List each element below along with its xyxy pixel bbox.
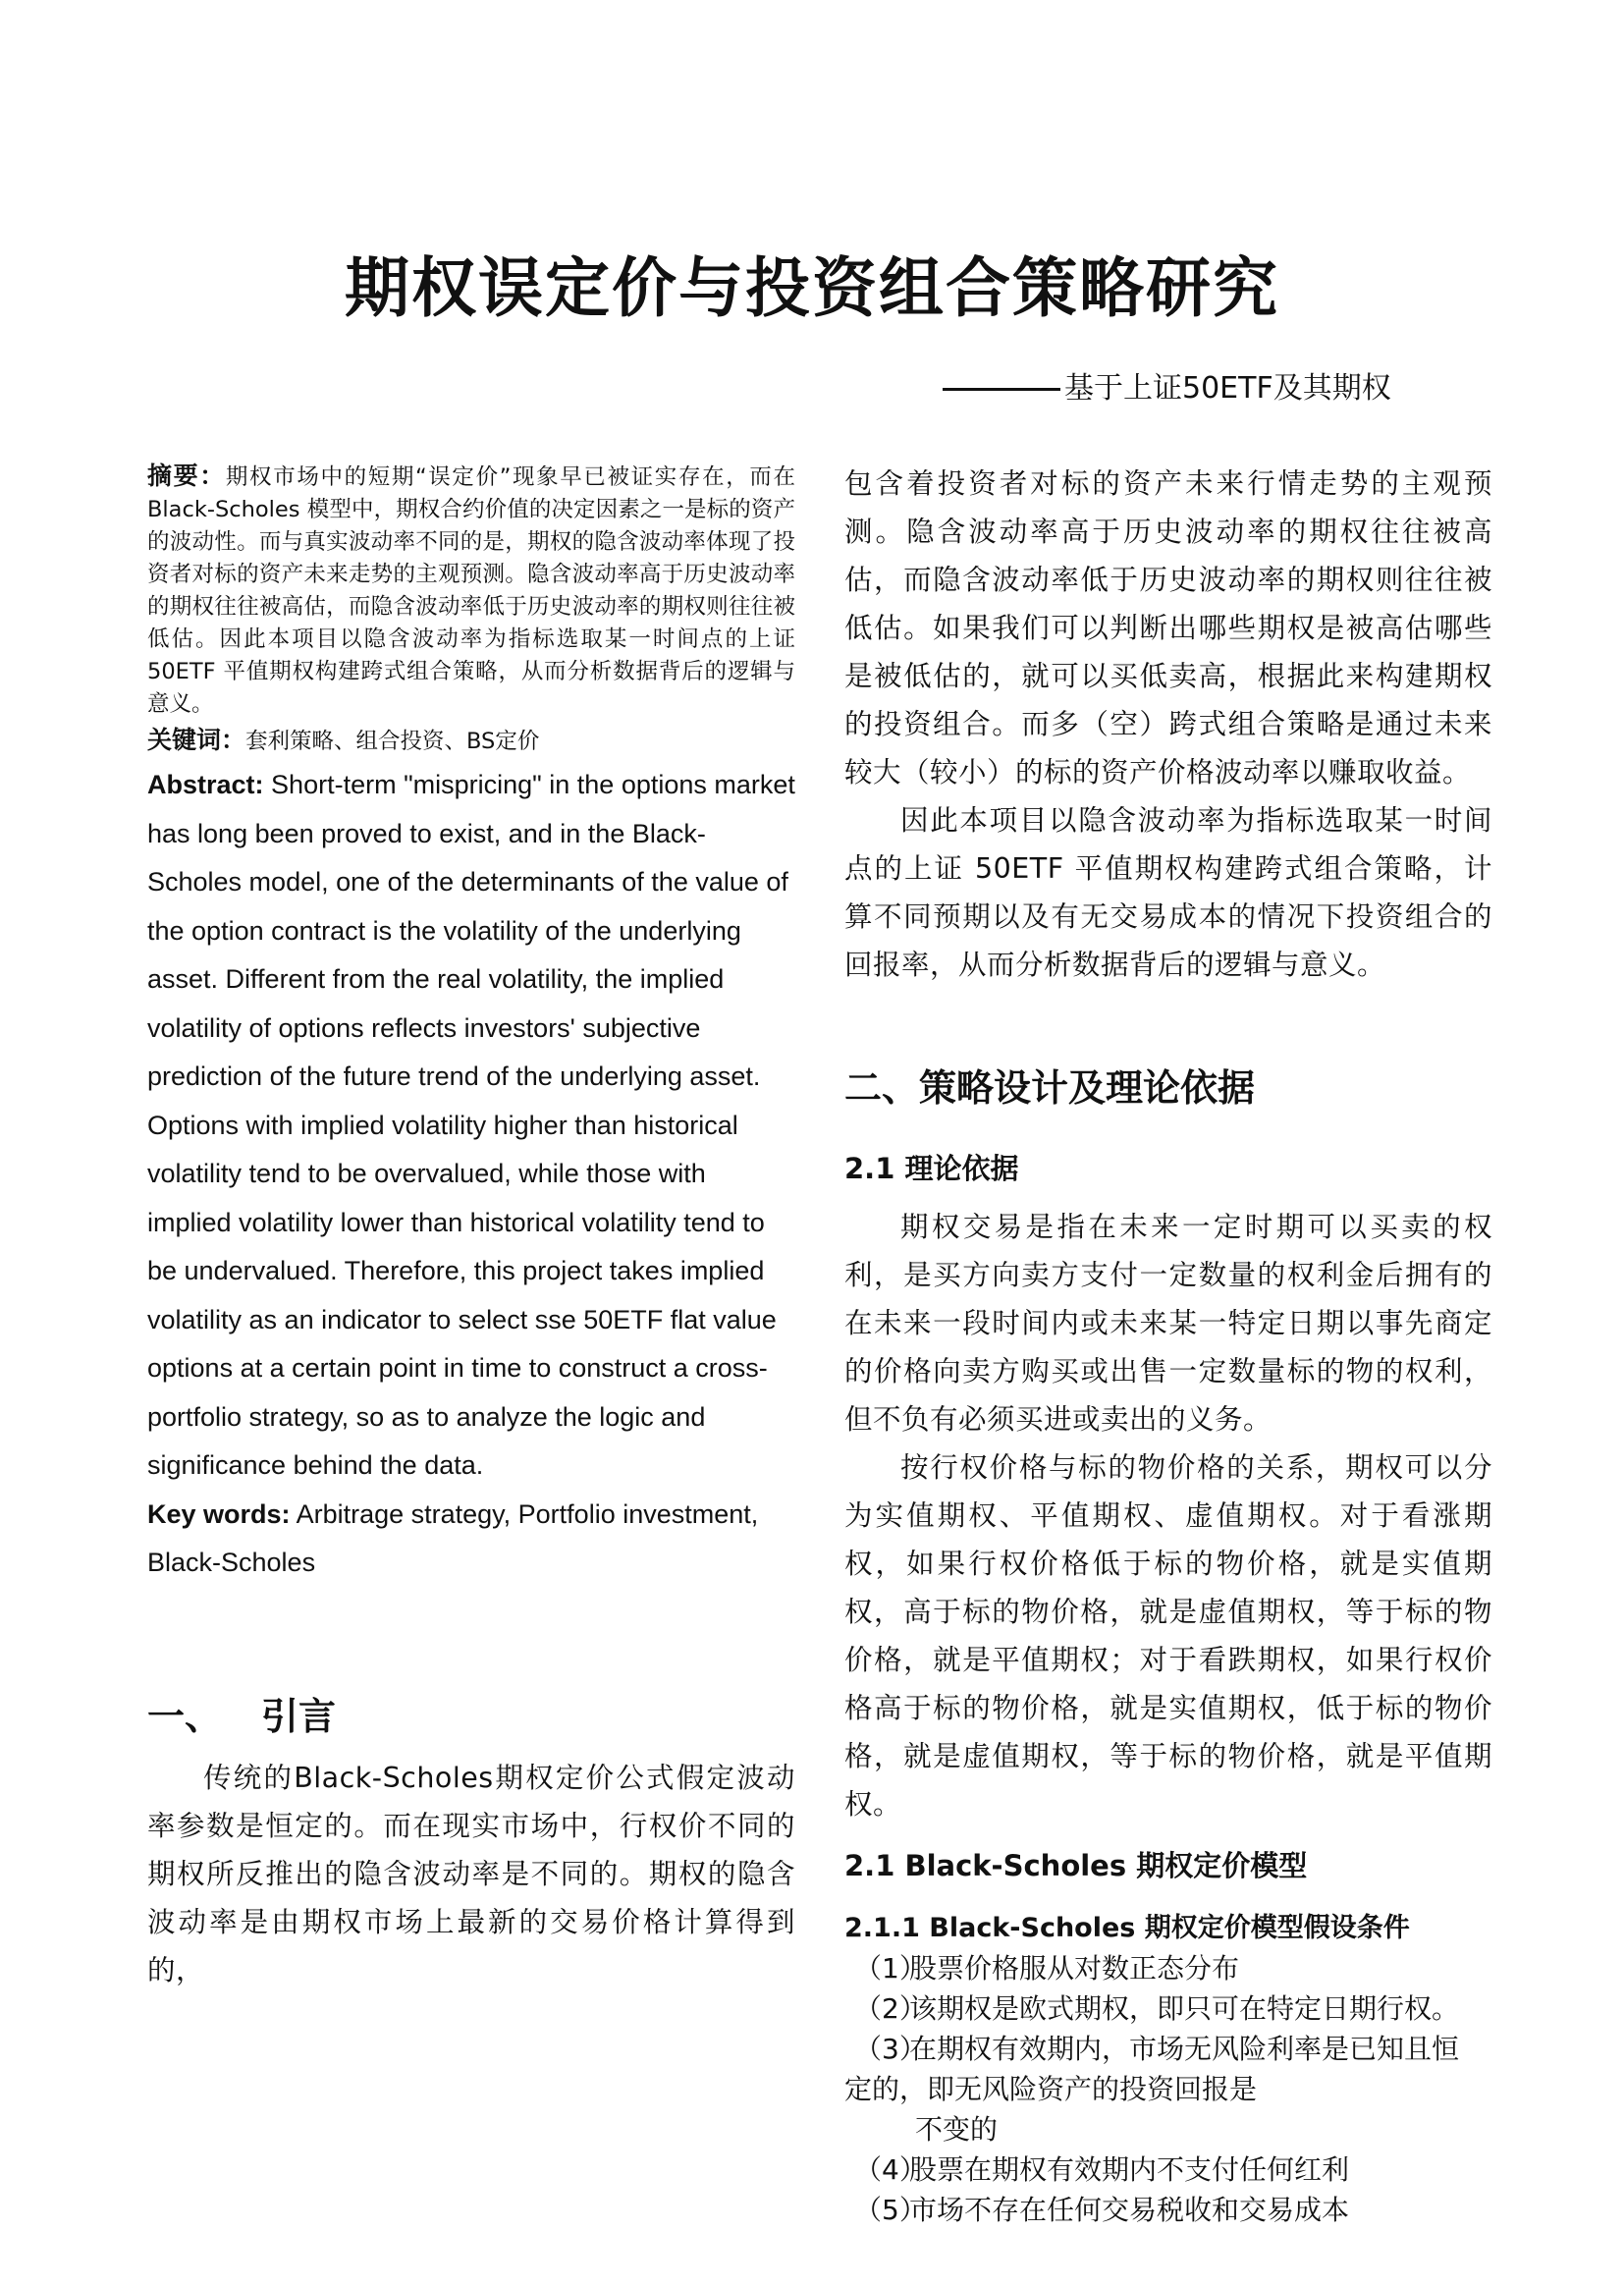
section1-heading-text: 引言	[261, 1694, 337, 1738]
paper-subtitle	[943, 363, 1391, 407]
section2-1-para2: 按行权价格与标的物价格的关系，期权可以分为实值期权、平值期权、虚值期权。对于看涨期权，如果行权价格低于标的物价格，就是实值期权，高于标的物价格，就是虚值期权，等于标的物价格，就是平值期权；对于看跌期权，如果行权价格高于标的物价格，就是实值期权，低于标的物价格，就是虚值期权，等于标的物价格，就是平值期权。	[844, 1451, 1492, 1821]
abstract-cn-label: 摘要：	[147, 462, 226, 490]
assumption-item	[844, 2190, 1492, 2230]
assumption-number: （4）	[854, 2153, 927, 2186]
assumption-text: 股票价格服从对数正态分布	[909, 1952, 1240, 1985]
assumption-item	[844, 2149, 1492, 2190]
paper-title: 期权误定价与投资组合策略研究	[345, 250, 1279, 326]
assumption-continuation: 定的，即无风险资产的投资回报是	[844, 2073, 1258, 2105]
left-column	[147, 460, 795, 1994]
assumption-number: （5）	[854, 2194, 927, 2226]
section2-1-1-heading: 2.1.1 Black-Scholes 期权定价模型假设条件	[844, 1913, 1410, 1943]
right-column	[844, 460, 1492, 2230]
section2-bs-heading: 2.1 Black-Scholes 期权定价模型	[844, 1849, 1308, 1882]
section1-para1-continued: 包含着投资者对标的资产未来行情走势的主观预测。隐含波动率高于历史波动率的期权往往被高估，而隐含波动率低于历史波动率的期权则往往被低估。如果我们可以判断出哪些期权是被高估哪些是被低估的，就可以买低卖高，根据此来构建期权的投资组合。而多（空）跨式组合策略是通过未来较大（较小）的标的资产价格波动率以赚取收益。	[844, 467, 1492, 789]
assumption-item	[844, 1948, 1492, 1988]
assumption-text: 市场不存在任何交易税收和交易成本	[909, 2194, 1350, 2226]
section1-heading-num: 一、	[147, 1694, 223, 1738]
section1-heading	[147, 1686, 795, 1740]
keywords-en-text: Arbitrage strategy, Portfolio investment, Black-Scholes	[147, 1498, 759, 1577]
assumption-number: （3）	[854, 2033, 927, 2065]
abstract-cn	[147, 460, 795, 721]
assumption-text: 该期权是欧式期权，即只可在特定日期行权。	[909, 1992, 1460, 2025]
abstract-en	[147, 761, 795, 1491]
keywords-cn	[147, 721, 795, 761]
em-dash-rule	[943, 388, 1060, 391]
keywords-cn-label: 关键词：	[147, 726, 246, 754]
assumption-continuation: 不变的	[915, 2113, 999, 2146]
section1-para2: 因此本项目以隐含波动率为指标选取某一时间点的上证 50ETF 平值期权构建跨式组合策略，计算不同预期以及有无交易成本的情况下投资组合的回报率，从而分析数据背后的逻辑与意义。	[844, 804, 1492, 981]
section2-1-para1: 期权交易是指在未来一定时期可以买卖的权利，是买方向卖方支付一定数量的权利金后拥有的在未来一段时间内或未来某一特定日期以事先商定的价格向卖方购买或出售一定数量标的物的权利，但不负有必须买进或卖出的义务。	[844, 1211, 1492, 1436]
assumption-item	[844, 1988, 1492, 2029]
assumption-item	[844, 2029, 1492, 2069]
keywords-en-label: Key words:	[147, 1498, 291, 1529]
section2-1-heading: 2.1 理论依据	[844, 1152, 1019, 1185]
assumption-list	[844, 1948, 1492, 2230]
assumption-number: （1）	[854, 1952, 927, 1985]
keywords-cn-text: 套利策略、组合投资、BS定价	[245, 729, 540, 754]
abstract-en-text: Short-term "mispricing" in the options market has long been proved to exist, and in the Black-Scholes model, one of the determinants of the value of the option contract is the volatility of the underlying asset. Different from the real volatility, the implied volatility of options reflects investors' subjective prediction of the future trend of the underlying asset. Options with implied volatility higher than historical volatility tend to be overvalued, while those with implied volatility lower than historical volatility tend to be undervalued. Therefore, this project takes implied volatility as an indicator to select sse 50ETF flat value options at a certain point in time to construct a cross-portfolio strategy, so as to analyze the logic and significance behind the data.	[147, 770, 795, 1480]
abstract-en-label: Abstract:	[147, 770, 264, 799]
section2-heading: 二、策略设计及理论依据	[844, 1066, 1256, 1110]
assumption-text: 在期权有效期内，市场无风险利率是已知且恒	[909, 2033, 1460, 2065]
assumption-number: （2）	[854, 1992, 927, 2025]
section1-para1: 传统的Black-Scholes期权定价公式假定波动率参数是恒定的。而在现实市场中，行权价不同的期权所反推出的隐含波动率是不同的。期权的隐含波动率是由期权市场上最新的交易价格计算得到的，	[147, 1761, 795, 1986]
subtitle-text: 基于上证50ETF及其期权	[1064, 371, 1391, 406]
abstract-cn-text: 期权市场中的短期“误定价”现象早已被证实存在，而在 Black-Scholes 模型中，期权合约价值的决定因素之一是标的资产的波动性。而与真实波动率不同的是，期权的隐含波动率体现了投资者对标的资产未来走势的主观预测。隐含波动率高于历史波动率的期权往往被高估，而隐含波动率低于历史波动率的期权则往往被低估。因此本项目以隐含波动率为指标选取某一时间点的上证 50ETF 平值期权构建跨式组合策略，从而分析数据背后的逻辑与意义。	[147, 464, 795, 717]
keywords-en	[147, 1491, 795, 1588]
assumption-text: 股票在期权有效期内不支付任何红利	[909, 2153, 1350, 2186]
